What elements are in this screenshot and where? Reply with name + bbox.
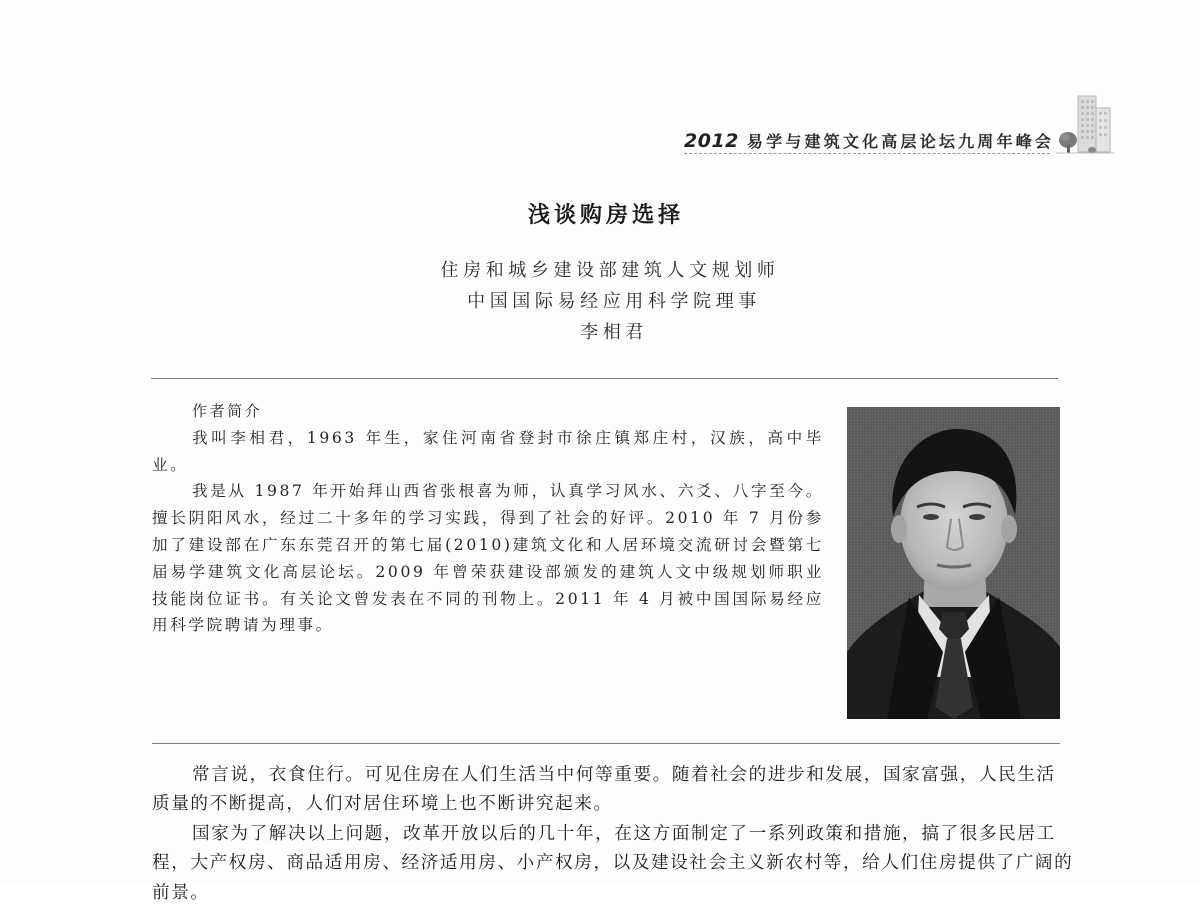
running-header [684,128,1054,152]
top-divider-rule [151,378,1058,379]
author-name: 李相君 [580,322,648,343]
author-affiliation-1: 住房和城乡建设部建筑人文规划师 [440,260,780,281]
bio-paragraph: 我叫李相君，1963 年生，家住河南省登封市徐庄镇郑庄村，汉族，高中毕业。 [152,428,824,474]
bio-heading: 作者简介 [192,402,263,420]
article-title: 浅谈购房选择 [527,203,684,228]
building-tree-icon [1056,92,1114,156]
bio-paragraph: 我是从 1987 年开始拜山西省张根喜为师，认真学习风水、六爻、八字至今。擅长阴阳风水，经过二十多年的学习实践，得到了社会的好评。2010 年 7 月份参加了建设部在广东东莞召开的第七届(2010)建筑文化和人居环境交流研讨会暨第七届易学建筑文化高层论坛。2009 年曾荣获建设部颁发的建筑人文中级规划师职业技能岗位证书。有关论文曾发表在不同的刊物上。2011 年 4 月被中国国际易经应用科学院聘请为理事。 [152,482,824,635]
header-series-title: 易学与建筑文化高层论坛九周年峰会 [746,132,1055,151]
article-body [152,761,1074,908]
author-affiliation-2: 中国国际易经应用科学院理事 [467,291,761,312]
body-paragraph: 国家为了解决以上问题，改革开放以后的几十年，在这方面制定了一系列政策和措施，搞了很多民居工程，大产权房、商品适用房、经济适用房、小产权房，以及建设社会主义新农村等，给人们住房提供了广阔的前景。 [152,823,1074,903]
author-bio [152,398,824,639]
header-year: 2012 [684,130,739,152]
body-paragraph: 常言说，衣食住行。可见住房在人们生活当中何等重要。随着社会的进步和发展，国家富强，人民生活质量的不断提高，人们对居住环境上也不断讲究起来。 [152,765,1056,815]
header-dotted-rule [684,153,1050,154]
author-portrait-photo [847,407,1060,719]
bottom-divider-rule [152,743,1060,744]
